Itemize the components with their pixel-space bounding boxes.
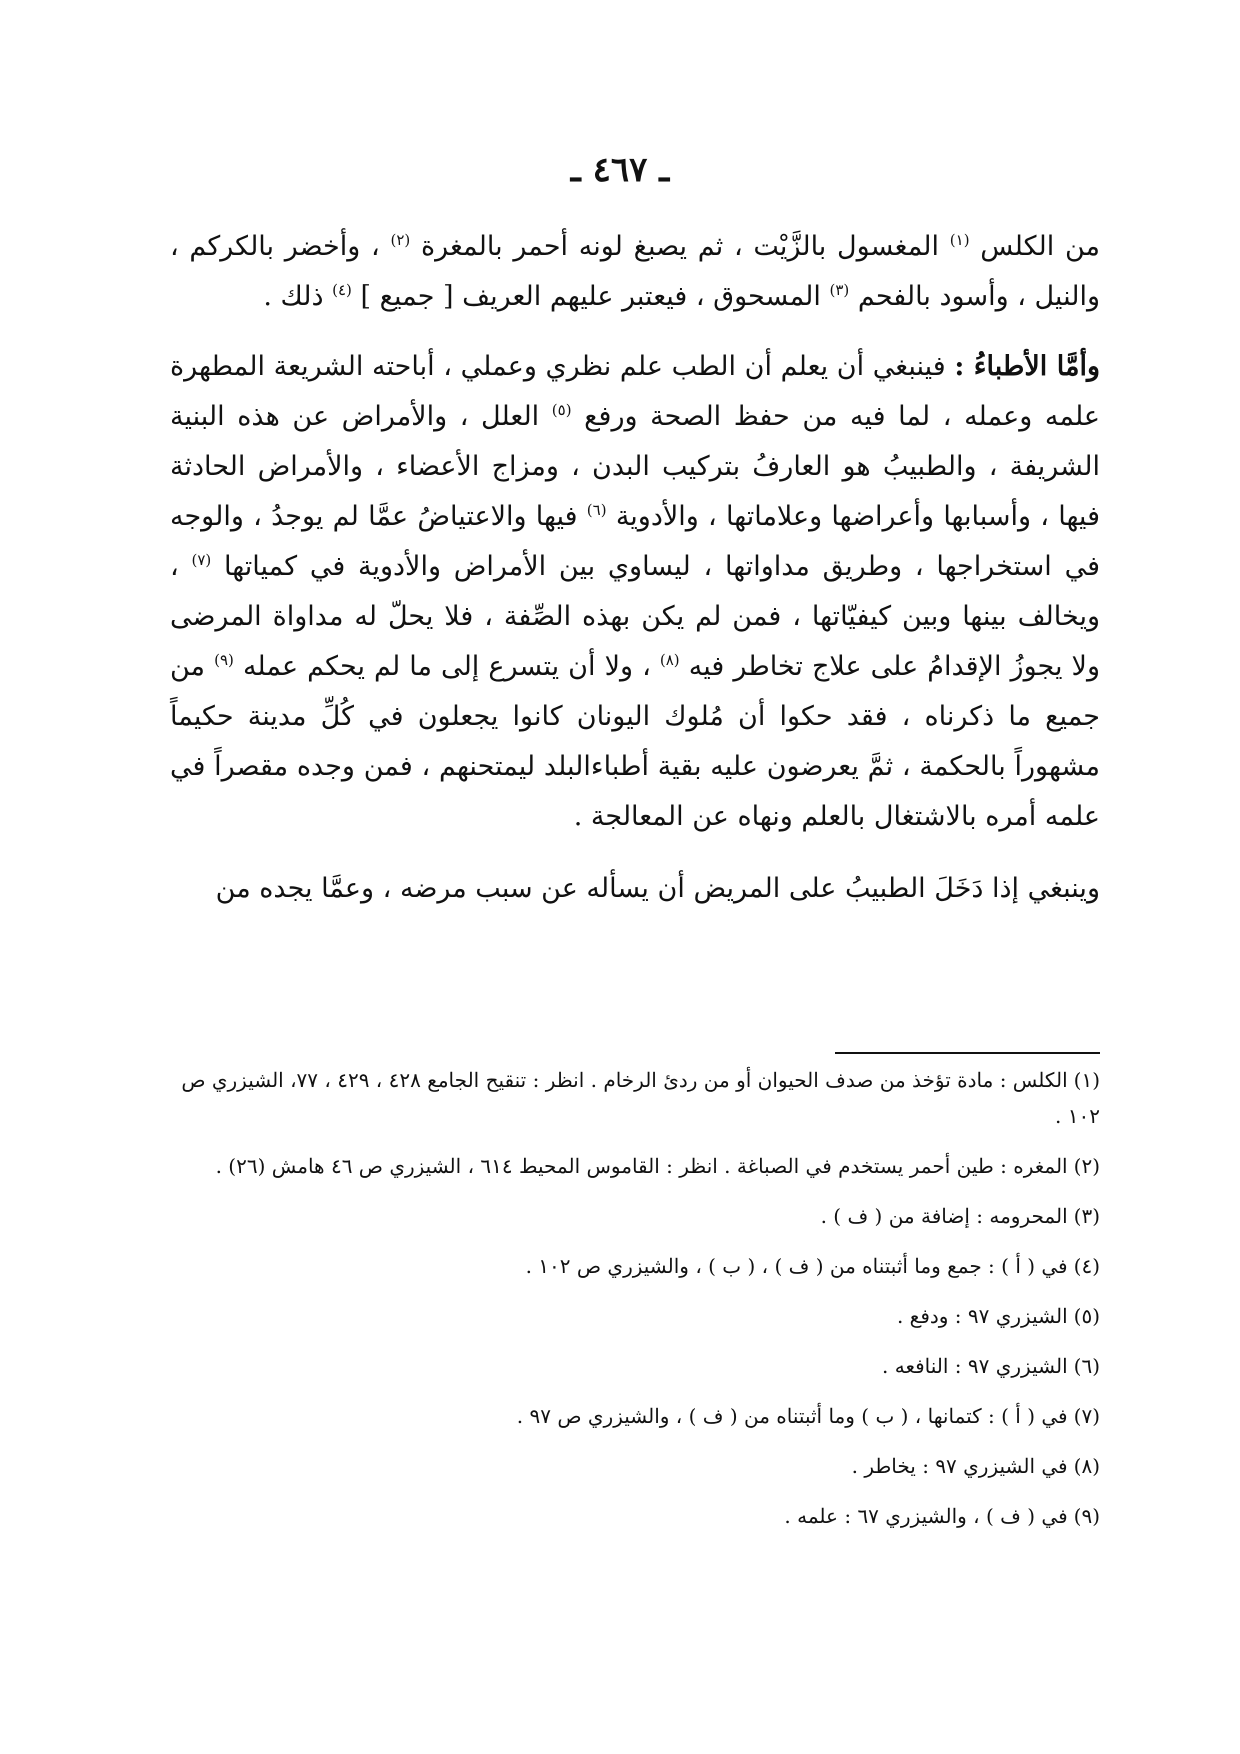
text-run: العلل ، والأمراض عن هذه البنية الشريفة ، والطبيبُ هو العارفُ بتركيب البدن ، ومزاج الأعضاء ، والأمراض الحادثة فيها ، وأسبابها وأعراضها وعلاماتها ، والأدوية <box>170 401 1100 532</box>
footnote-ref-7[interactable]: (٧) <box>191 551 212 569</box>
footnote-text: المغره : طين أحمر يستخدم في الصباغة . انظر : القاموس المحيط ٦١٤ ، الشيزري ص ٤٦ هامش (٢٦) . <box>215 1154 1068 1178</box>
footnotes <box>160 1062 1100 1548</box>
footnote-text: في الشيزري ٩٧ : يخاطر . <box>851 1454 1068 1478</box>
footnote-text: الكلس : مادة تؤخذ من صدف الحيوان أو من ردئ الرخام . انظر : تنقيح الجامع ٤٢٨ ، ٤٢٩ ، ٧٧، الشيزري ص ١٠٢ . <box>181 1068 1100 1128</box>
footnote-number: (٨) <box>1073 1454 1100 1478</box>
footnote-number: (٣) <box>1073 1204 1100 1228</box>
text-run: المغسول بالزَّيْت ، ثم يصبغ لونه أحمر بالمغرة <box>410 231 950 262</box>
section-lead: وأمَّا الأطباءُ : <box>954 351 1100 382</box>
footnote-number: (٥) <box>1073 1304 1100 1328</box>
footnote-ref-2[interactable]: (٢) <box>390 231 411 249</box>
paragraph-3 <box>170 864 1100 914</box>
footnote-number: (٧) <box>1073 1404 1100 1428</box>
text-run: وينبغي إذا دَخَلَ الطبيبُ على المريض أن يسأله عن سبب مرضه ، وعمَّا يجده من <box>215 873 1100 904</box>
footnote-number: (٩) <box>1073 1504 1100 1528</box>
footnote-text: في ( ف ) ، والشيزري ٦٧ : علمه . <box>784 1504 1068 1528</box>
footnote-text: الشيزري ٩٧ : النافعه . <box>882 1354 1068 1378</box>
footnote-number: (٢) <box>1073 1154 1100 1178</box>
footnote-ref-1[interactable]: (١) <box>949 231 970 249</box>
footnote-text: في ( أ ) : جمع وما أثبتناه من ( ف ) ، ( ب ) ، والشيزري ص ١٠٢ . <box>525 1254 1068 1278</box>
footnote-8 <box>160 1448 1100 1484</box>
footnote-text: المحرومه : إضافة من ( ف ) . <box>820 1204 1068 1228</box>
text-run: فيها والاعتياضُ عمَّا لم يوجدُ ، والوجه في استخراجها ، وطريق مداواتها ، ليساوي بين الأمراض والأدوية في كمياتها <box>170 501 1100 582</box>
footnote-ref-9[interactable]: (٩) <box>214 651 234 669</box>
footnote-text: الشيزري ٩٧ : ودفع . <box>896 1304 1068 1328</box>
text-run: ، ويخالف بينها وبين كيفيّاتها ، فمن لم يكن بهذه الصِّفة ، فلا يحلّ له مداواة المرضى ولا يجوزُ الإقدامُ على علاج تخاطر فيه <box>170 551 1100 682</box>
footnote-5 <box>160 1298 1100 1334</box>
footnote-6 <box>160 1348 1100 1384</box>
footnote-number: (١) <box>1073 1068 1100 1092</box>
footnote-number: (٦) <box>1073 1354 1100 1378</box>
paragraph-1 <box>170 222 1100 322</box>
footnote-4 <box>160 1248 1100 1284</box>
text-run: ، وأخضر بالكركم ، والنيل ، وأسود بالفحم <box>170 231 1100 312</box>
footnote-2 <box>160 1148 1100 1184</box>
text-run: فينبغي أن يعلم أن الطب علم نظري وعملي ، أباحته الشريعة المطهرة علمه وعمله ، لما فيه من حفظ الصحة ورفع <box>170 351 1100 432</box>
footnote-ref-5[interactable]: (٥) <box>551 401 572 419</box>
footnote-divider <box>835 1052 1100 1054</box>
footnote-ref-4[interactable]: (٤) <box>332 281 352 299</box>
text-run: المسحوق ، فيعتبر عليهم العريف [ جميع ] <box>351 281 830 312</box>
text-run: من الكلس <box>969 231 1100 262</box>
main-text <box>170 222 1100 914</box>
footnote-9 <box>160 1498 1100 1534</box>
footnote-7 <box>160 1398 1100 1434</box>
footnote-ref-6[interactable]: (٦) <box>586 501 607 519</box>
text-run: ، ولا أن يتسرع إلى ما لم يحكم عمله <box>233 651 660 682</box>
paragraph-2 <box>170 342 1100 842</box>
footnote-3 <box>160 1198 1100 1234</box>
footnote-1 <box>160 1062 1100 1134</box>
page-number: ـ ٤٦٧ ـ <box>570 150 670 190</box>
footnote-text: في ( أ ) : كتمانها ، ( ب ) وما أثبتناه من ( ف ) ، والشيزري ص ٩٧ . <box>516 1404 1068 1428</box>
footnote-number: (٤) <box>1073 1254 1100 1278</box>
text-run: من جميع ما ذكرناه ، فقد حكوا أن مُلوك اليونان كانوا يجعلون في كُلِّ مدينة حكيماً مشهوراً بالحكمة ، ثمَّ يعرضون عليه بقية أطباءالبلد ليمتحنهم ، فمن وجده مقصراً في علمه أمره بالاشتغال بالعلم ونهاه عن المعالجة . <box>170 651 1100 832</box>
text-run: ذلك . <box>263 281 333 312</box>
footnote-ref-8[interactable]: (٨) <box>659 651 680 669</box>
footnote-ref-3[interactable]: (٣) <box>829 281 850 299</box>
